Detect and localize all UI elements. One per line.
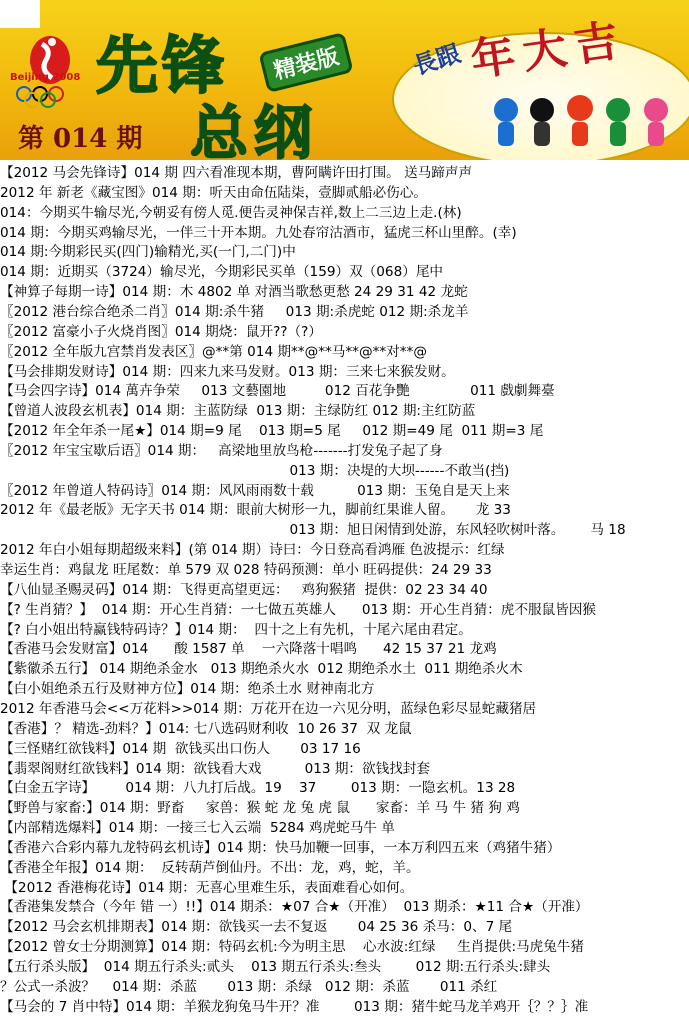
text-line: 【马会的 7 肖中特】014 期：羊猴龙狗兔马牛开？准 013 期：猪牛蛇马龙羊鸡开｛？？｝准 [0, 998, 589, 1015]
text-line: 【2012 香港梅花诗】014 期：无喜心里难生乐，表面难看心如何。 [0, 879, 414, 896]
text-line: 2012 年香港马会<<万花料>>014 期：万花开在边一六见分明，蓝绿色彩尽显蛇藏猪居 [0, 700, 537, 717]
title-line1: 先锋 [96, 29, 229, 102]
slogan-big: 年大吉 [467, 14, 630, 87]
text-line: 【? 生肖猜？】 014 期：开心生肖猜：一七做五英雄人 013 期：开心生肖猜：虎不服鼠皆因猴 [0, 601, 597, 618]
banner-corner [0, 0, 40, 28]
title-line2: 总纲 [190, 99, 319, 160]
text-line: 2012 年白小姐每期超级来料】(第 014 期）诗曰：今日登高看鸿雁 色波提示：红绿 [0, 542, 505, 559]
text-line: 〖2012 全年版九宫禁肖发表区〗@**第 014 期**@**马**@**对**@ [0, 343, 427, 360]
text-line: 〖2012 年宝宝歇后语〗014 期： 高梁地里放鸟枪-------打发兔子起了身 [0, 442, 443, 459]
text-line: 【马会排期发财诗】014 期：四来九来马发财。013 期：三来七来猴发财。 [0, 363, 455, 380]
text-line: 【2012 马会玄机排期表】014 期：欲钱买一去不复返 04 25 36 杀马：0、7 尾 [0, 919, 513, 936]
text-line: 2012 年《最老版》无字天书 014 期：眼前大树形一九，脚前红果谁人留。 龙 33 [0, 502, 511, 519]
text-line: 【内部精选爆料】014 期：一接三七入云端 5284 鸡虎蛇马牛 单 [0, 820, 395, 837]
text-line: 【神算子每期一诗】014 期：木 4802 单 对酒当歌愁更愁 24 29 31 42 龙蛇 [0, 284, 468, 301]
edition-badge: 精装版 [258, 32, 353, 93]
text-line: 014 期：今期买鸡输尽光，一伴三十开本期。九处春帘沽酒市，猛虎三杯山里醉。(幸) [0, 224, 517, 241]
text-line: 【香港全年报】014 期： 反转葫芦倒仙丹。不出：龙，鸡，蛇，羊。 [0, 859, 420, 876]
slogan-small: 長跟 [409, 39, 464, 81]
text-line: 014：今期买牛输尽光,今朝妥有傍人觅.便告灵神保吉祥,数上二三边上走.(林) [0, 204, 462, 221]
mascots-illustration [490, 92, 680, 152]
text-line: 【2012 曾女士分期测算】014 期：特码玄机:今为明主思 心水波:红绿 生肖提供:马虎兔牛猪 [0, 939, 584, 956]
issue-number: 第 014 期 [18, 124, 143, 154]
text-line: 〖2012 港台综合绝杀二肖〗014 期:杀牛猪 013 期:杀虎蛇 012 期:杀龙羊 [0, 303, 469, 320]
text-line: 〖2012 年曾道人特码诗〗014 期：风风雨雨数十载 013 期：玉兔自是天上来 [0, 482, 510, 499]
text-line: 014 期：近期买（3724）输尽光，今期彩民买单（159）双（068）尾中 [0, 264, 444, 281]
text-line: 【香港】？ 精选-劲料？】014: 七八选码财利收 10 26 37 双 龙鼠 [0, 720, 412, 737]
header-banner [0, 0, 689, 160]
text-line: 【香港集发禁合（今年 错 一）!!】014 期杀：★07 合★（开准） 013 期杀：★11 合★（开准） [0, 899, 589, 916]
text-line: ？公式一杀波？ 014 期：杀蓝 013 期：杀绿 012 期：杀蓝 011 杀红 [0, 978, 498, 995]
text-line: 【曾道人波段玄机表】014 期：主蓝防绿 013 期：主绿防红 012 期:主红防蓝 [0, 403, 476, 420]
logo-text: Beijing 2008 [10, 72, 81, 83]
text-line: 013 期：旭日闲情到处游，东风轻吹树叶落。 马 18 [0, 522, 626, 539]
text-line: 【五行杀头版】 014 期五行杀头:贰头 013 期五行杀头:叁头 012 期:五行杀头:肆头 [0, 959, 551, 975]
text-line: 【紫徽杀五行】 014 期绝杀金水 013 期绝杀火水 012 期绝杀水土 011 期绝杀火木 [0, 661, 523, 678]
text-line: 【马会四字诗】014 萬卉争荣 013 文藝園地 012 百花争艷 011 戲劇舞臺 [0, 383, 555, 400]
text-line: 【野兽与家畜:】014 期：野畜 家兽：猴 蛇 龙 兔 虎 鼠 家畜：羊 马 牛 猪 狗 鸡 [0, 800, 520, 817]
text-line: 【香港六合彩内幕九龙特码玄机诗】014 期：快马加鞭一回事，一本万利四五来（鸡猪牛猪） [0, 839, 561, 856]
text-line: 【香港马会发财富】014 酸 1587 单 一六降落十唱鸣 42 15 37 21 龙鸡 [0, 641, 497, 658]
text-line: 【2012 年全年杀一尾★】014 期=9 尾 013 期=5 尾 012 期=49 尾 011 期=3 尾 [0, 423, 544, 440]
text-line: 〖2012 富豪小子火烧肖图〗014 期烧：鼠开??（?） [0, 323, 322, 340]
text-line: 【白小姐绝杀五行及财神方位】014 期：绝杀土水 财神南北方 [0, 681, 375, 698]
text-line: 【白金五字诗】 014 期：八九打后战。19 37 013 期：一隐玄机。13 28 [0, 780, 516, 797]
text-line: 【2012 马会先锋诗】014 期 四六看准现本期，曹阿瞒许田打围。 送马蹄声声 [0, 165, 473, 181]
olympic-rings-icon [14, 86, 84, 108]
text-line: 013 期：决堤的大坝------不敢当(挡) [0, 462, 510, 479]
text-line: 2012 年 新老《藏宝图》014 期：听天由命伍陆柒，壹脚贰船必伤心。 [0, 184, 427, 201]
text-line: 【翡翠阁财红欲钱料】014 期：欲钱看大戏 013 期：欲钱找封套 [0, 760, 430, 777]
text-line: 014 期:今期彩民买(四门)输精光,买(一门,二门)中 [0, 244, 296, 261]
text-line: 【三怪赌红欲钱料】014 期 欲钱买出口伤人 03 17 16 [0, 740, 361, 757]
text-line: 【? 白小姐出特赢钱特码诗？】014 期： 四十之上有先机，十尾六尾由君定。 [0, 621, 472, 638]
text-line: 【八仙显圣赐灵码】014 期：飞得更高望更远： 鸡狗猴猪 提供：02 23 34 40 [0, 581, 488, 598]
text-line: 幸运生肖：鸡鼠龙 旺尾数：单 579 双 028 特码预测：单小 旺码提供：24 29 33 [0, 562, 492, 578]
